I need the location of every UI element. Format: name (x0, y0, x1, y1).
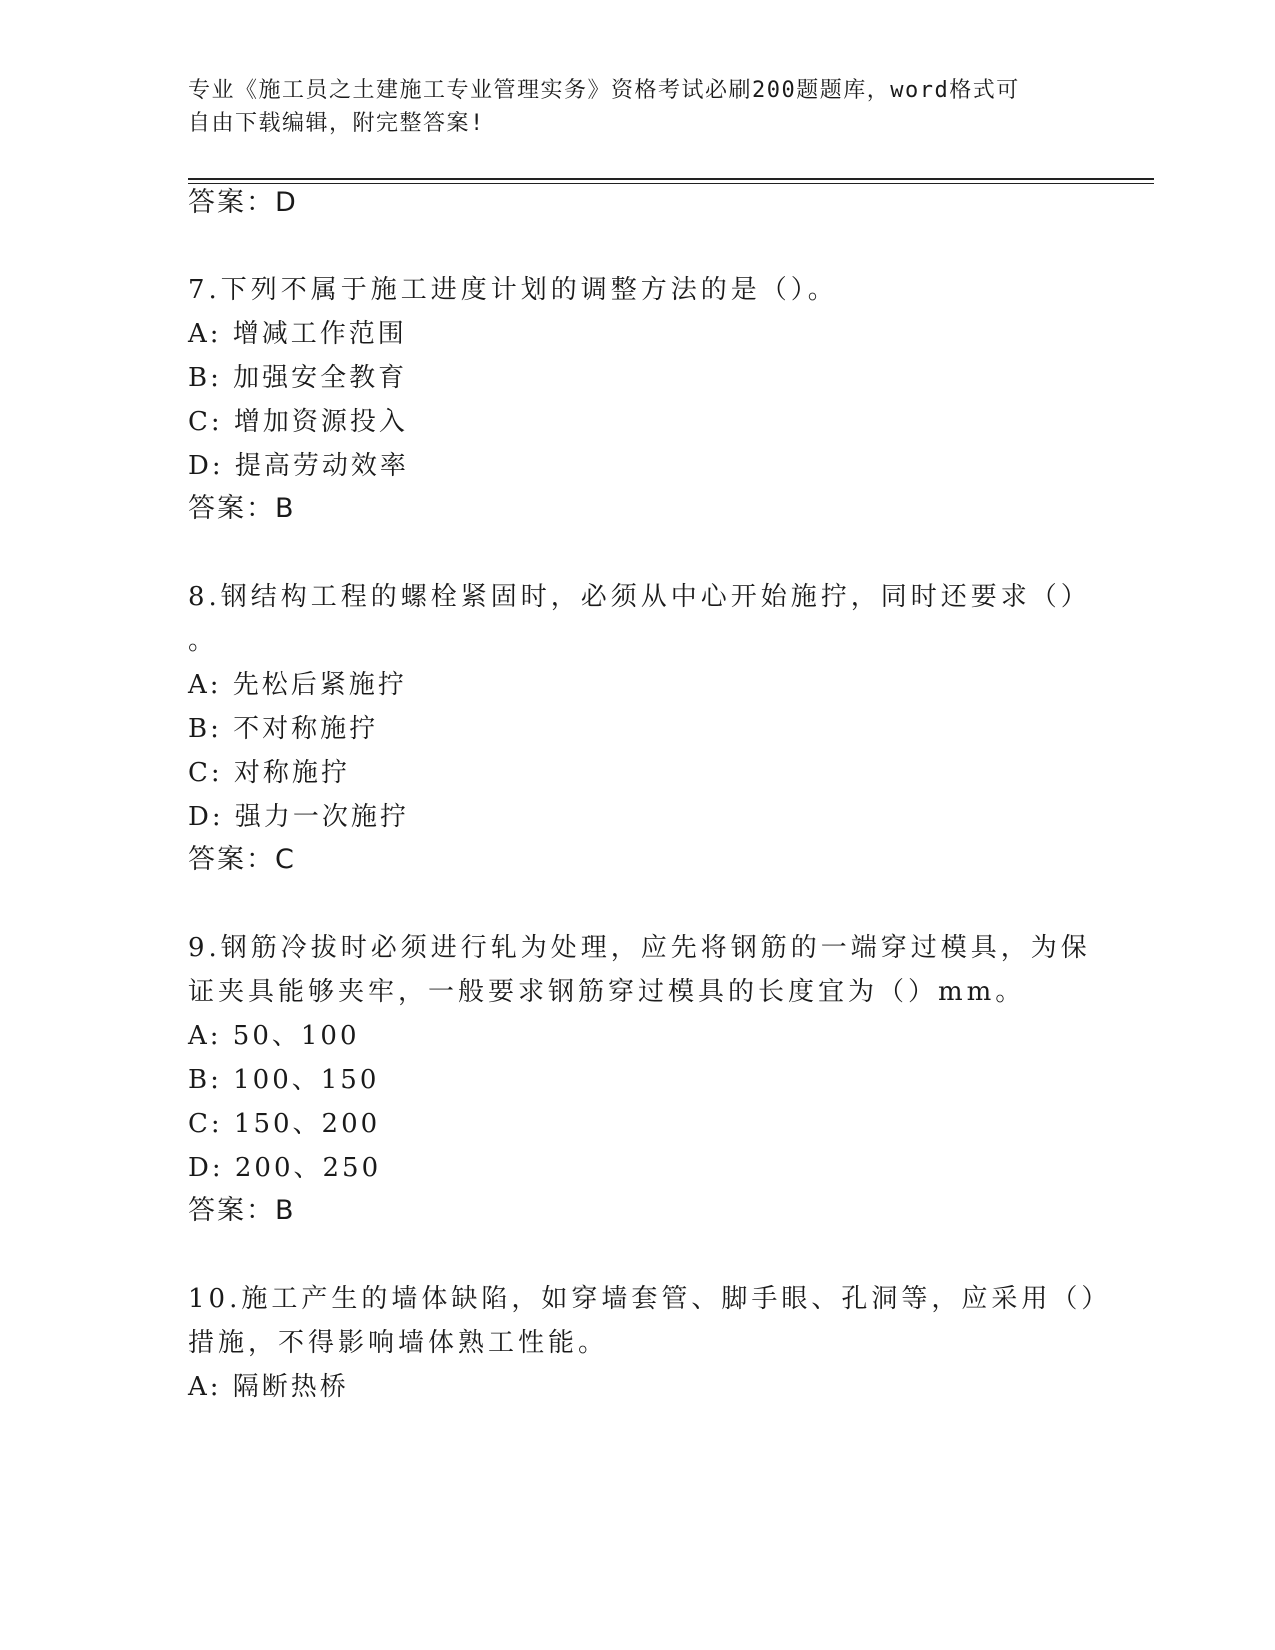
question-7-text: 7.下列不属于施工进度计划的调整方法的是（）。 (188, 275, 838, 305)
question-9-text-line-1: 9.钢筋冷拔时必须进行轧为处理，应先将钢筋的一端穿过模具，为保 (188, 933, 1091, 963)
question-8-option-b: B: 不对称施拧 (188, 714, 379, 744)
question-8-text-line-2: 。 (188, 626, 219, 656)
question-7-option-d: D: 提高劳动效率 (188, 451, 409, 481)
question-7-option-c: C: 增加资源投入 (188, 407, 408, 437)
question-8-answer: 答案：C (188, 844, 296, 875)
question-8-option-c: C: 对称施拧 (188, 758, 350, 788)
question-8-option-d: D: 强力一次施拧 (188, 802, 409, 832)
previous-answer: 答案：D (188, 187, 298, 218)
question-8-option-a: A: 先松后紧施拧 (188, 670, 407, 700)
question-9-text-line-2: 证夹具能够夹牢，一般要求钢筋穿过模具的长度宜为（）mm。 (188, 977, 1026, 1007)
question-10-option-a: A: 隔断热桥 (188, 1372, 349, 1402)
question-7-option-a: A: 增减工作范围 (188, 319, 407, 349)
header-line-2: 自由下载编辑，附完整答案! (188, 111, 485, 136)
question-9-option-a: A: 50、100 (188, 1021, 360, 1051)
header-divider-thin (188, 183, 1154, 184)
header-divider-thick (188, 178, 1154, 180)
document-header (188, 74, 1068, 140)
question-10-text-line-1: 10.施工产生的墙体缺陷，如穿墙套管、脚手眼、孔洞等，应采用（） (188, 1284, 1112, 1314)
question-10-text-line-2: 措施，不得影响墙体熟工性能。 (188, 1328, 609, 1358)
question-8-text-line-1: 8.钢结构工程的螺栓紧固时，必须从中心开始施拧，同时还要求（） (188, 582, 1091, 612)
question-7-option-b: B: 加强安全教育 (188, 363, 408, 393)
question-9-option-b: B: 100、150 (188, 1065, 380, 1095)
question-9-option-d: D: 200、250 (188, 1153, 382, 1183)
header-line-1: 专业《施工员之土建施工专业管理实务》资格考试必刷200题题库，word格式可 (188, 78, 1020, 103)
question-7-answer: 答案：B (188, 493, 296, 524)
question-9-answer: 答案：B (188, 1195, 296, 1226)
question-9-option-c: C: 150、200 (188, 1109, 381, 1139)
